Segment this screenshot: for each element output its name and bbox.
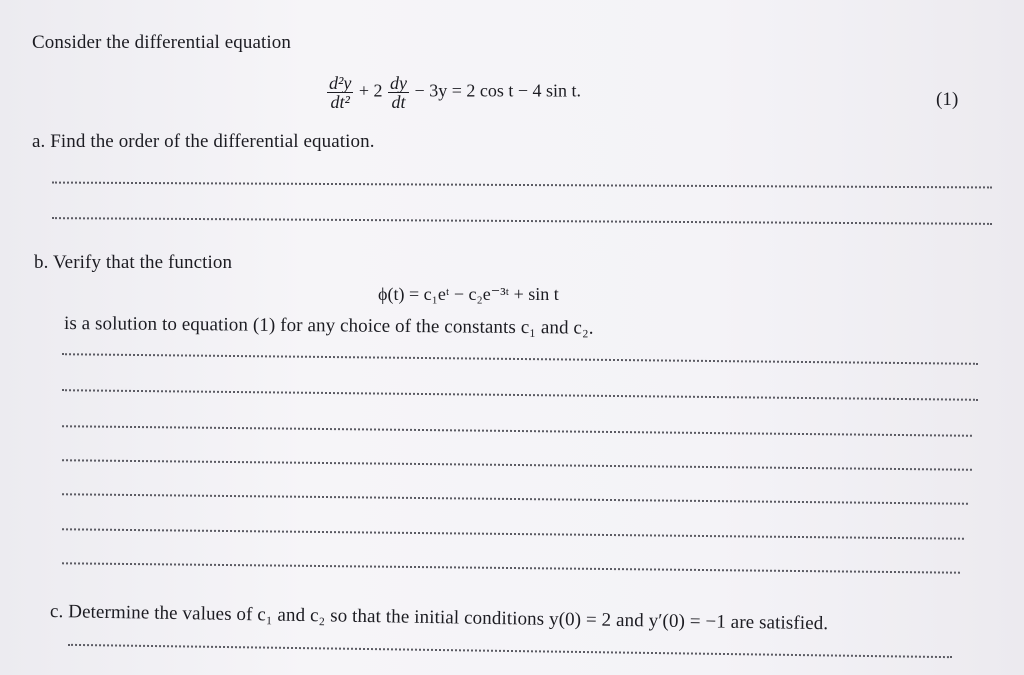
answer-line [62,389,978,401]
answer-line [68,644,952,658]
answer-line [62,528,964,539]
answer-line [62,562,960,573]
intro-text: Consider the differential equation [32,32,291,53]
answer-line [62,493,968,504]
answer-line [62,425,972,437]
answer-line [52,182,992,189]
answer-line [62,353,978,365]
part-b-statement: is a solution to equation (1) for any choice of the constants c₁ and c₂. [63,313,594,339]
first-derivative-fraction: $\frac{dy}{dt}$ [390,73,408,112]
answer-line [52,217,992,225]
differential-equation [326,74,581,111]
solution-function: ϕ(t) = c₁eᵗ − c₂e⁻³ᵗ + sin t [378,284,559,304]
equation-label: (1) [936,89,959,110]
part-a-question: a. Find the order of the differential equation. [32,131,375,152]
equation-rest: − 3y = 2 cos t − 4 sin t. [414,80,582,101]
part-c-question: c. Determine the values of c₁ and c₂ so that the initial conditions y(0) = 2 and y′(0) = −1 are satisfied. [49,601,829,635]
second-derivative-fraction: $\frac{\text{d²y}}{\text{dt²}}$ [329,73,352,112]
part-b-question: b. Verify that the function [34,252,233,273]
plus-two-term: + 2 [358,80,383,101]
answer-line [62,459,972,471]
